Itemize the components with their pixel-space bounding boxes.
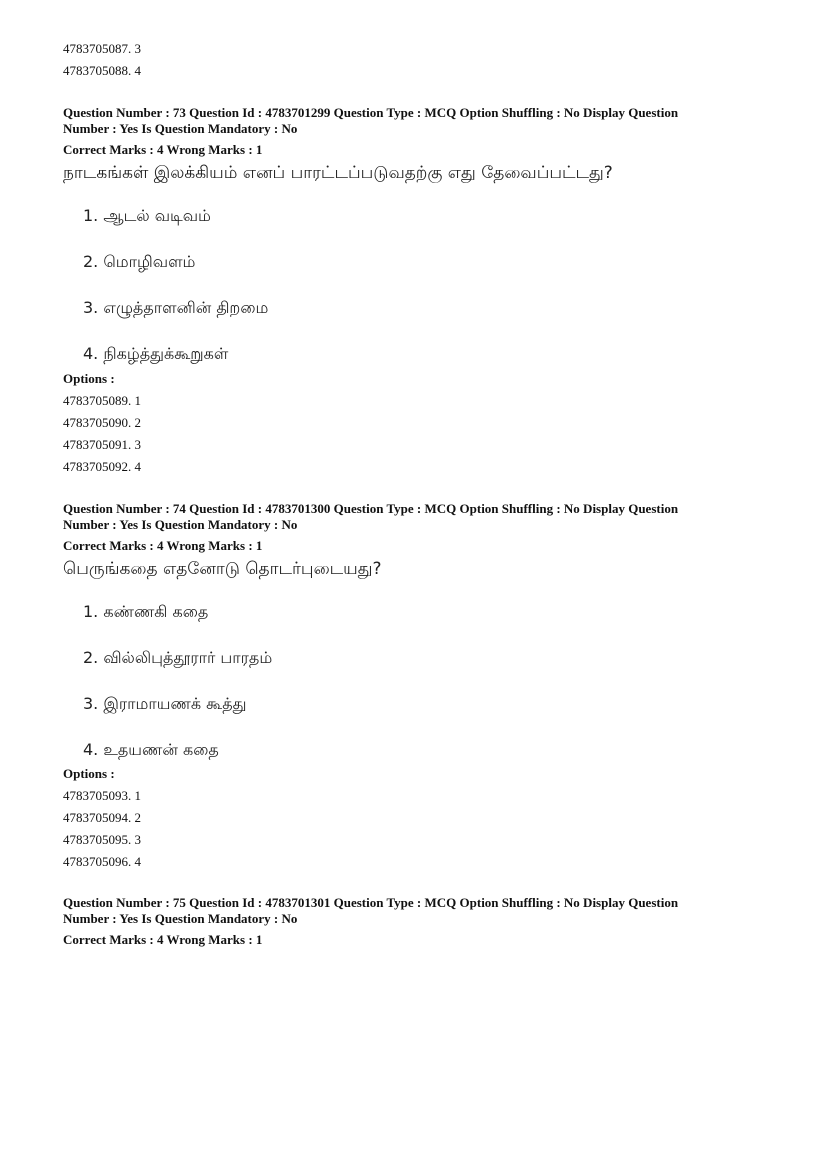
answer-choice: 4. நிகழ்த்துக்கூறுகள் (83, 344, 229, 363)
option-line: 4783705088. 4 (63, 63, 141, 78)
option-line: 4783705094. 2 (63, 810, 141, 825)
question-marks: Correct Marks : 4 Wrong Marks : 1 (63, 538, 263, 553)
option-line: 4783705093. 1 (63, 788, 141, 803)
question-meta-line1: Question Number : 73 Question Id : 4783701299 Question Type : MCQ Option Shuffling : No Display Question (63, 105, 679, 120)
option-line: 4783705090. 2 (63, 415, 141, 430)
question-meta-line2: Number : Yes Is Question Mandatory : No (63, 517, 298, 532)
answer-choice: 1. ஆடல் வடிவம் (83, 206, 211, 225)
question-meta-line2: Number : Yes Is Question Mandatory : No (63, 121, 298, 136)
answer-choice: 4. உதயணன் கதை (83, 740, 219, 759)
answer-choice: 2. வில்லிபுத்தூரார் பாரதம் (83, 648, 273, 667)
question-marks: Correct Marks : 4 Wrong Marks : 1 (63, 142, 263, 157)
question-text: நாடகங்கள் இலக்கியம் எனப் பாரட்டப்படுவதற்கு எது தேவைப்பட்டது? (63, 163, 613, 183)
option-line: 4783705089. 1 (63, 393, 141, 408)
answer-choice: 3. இராமாயணக் கூத்து (83, 694, 247, 713)
option-line: 4783705087. 3 (63, 41, 141, 56)
options-label: Options : (63, 371, 115, 386)
option-line: 4783705091. 3 (63, 437, 141, 452)
question-meta-line2: Number : Yes Is Question Mandatory : No (63, 911, 298, 926)
option-line: 4783705092. 4 (63, 459, 141, 474)
options-label: Options : (63, 766, 115, 781)
question-text: பெருங்கதை எதனோடு தொடர்புடையது? (63, 559, 382, 579)
option-line: 4783705096. 4 (63, 854, 141, 869)
question-meta-line1: Question Number : 75 Question Id : 4783701301 Question Type : MCQ Option Shuffling : No Display Question (63, 895, 679, 910)
answer-choice: 2. மொழிவளம் (83, 252, 196, 271)
answer-choice: 3. எழுத்தாளனின் திறமை (83, 298, 269, 317)
question-marks: Correct Marks : 4 Wrong Marks : 1 (63, 932, 263, 947)
question-meta-line1: Question Number : 74 Question Id : 4783701300 Question Type : MCQ Option Shuffling : No Display Question (63, 501, 679, 516)
option-line: 4783705095. 3 (63, 832, 141, 847)
answer-choice: 1. கண்ணகி கதை (83, 602, 209, 621)
